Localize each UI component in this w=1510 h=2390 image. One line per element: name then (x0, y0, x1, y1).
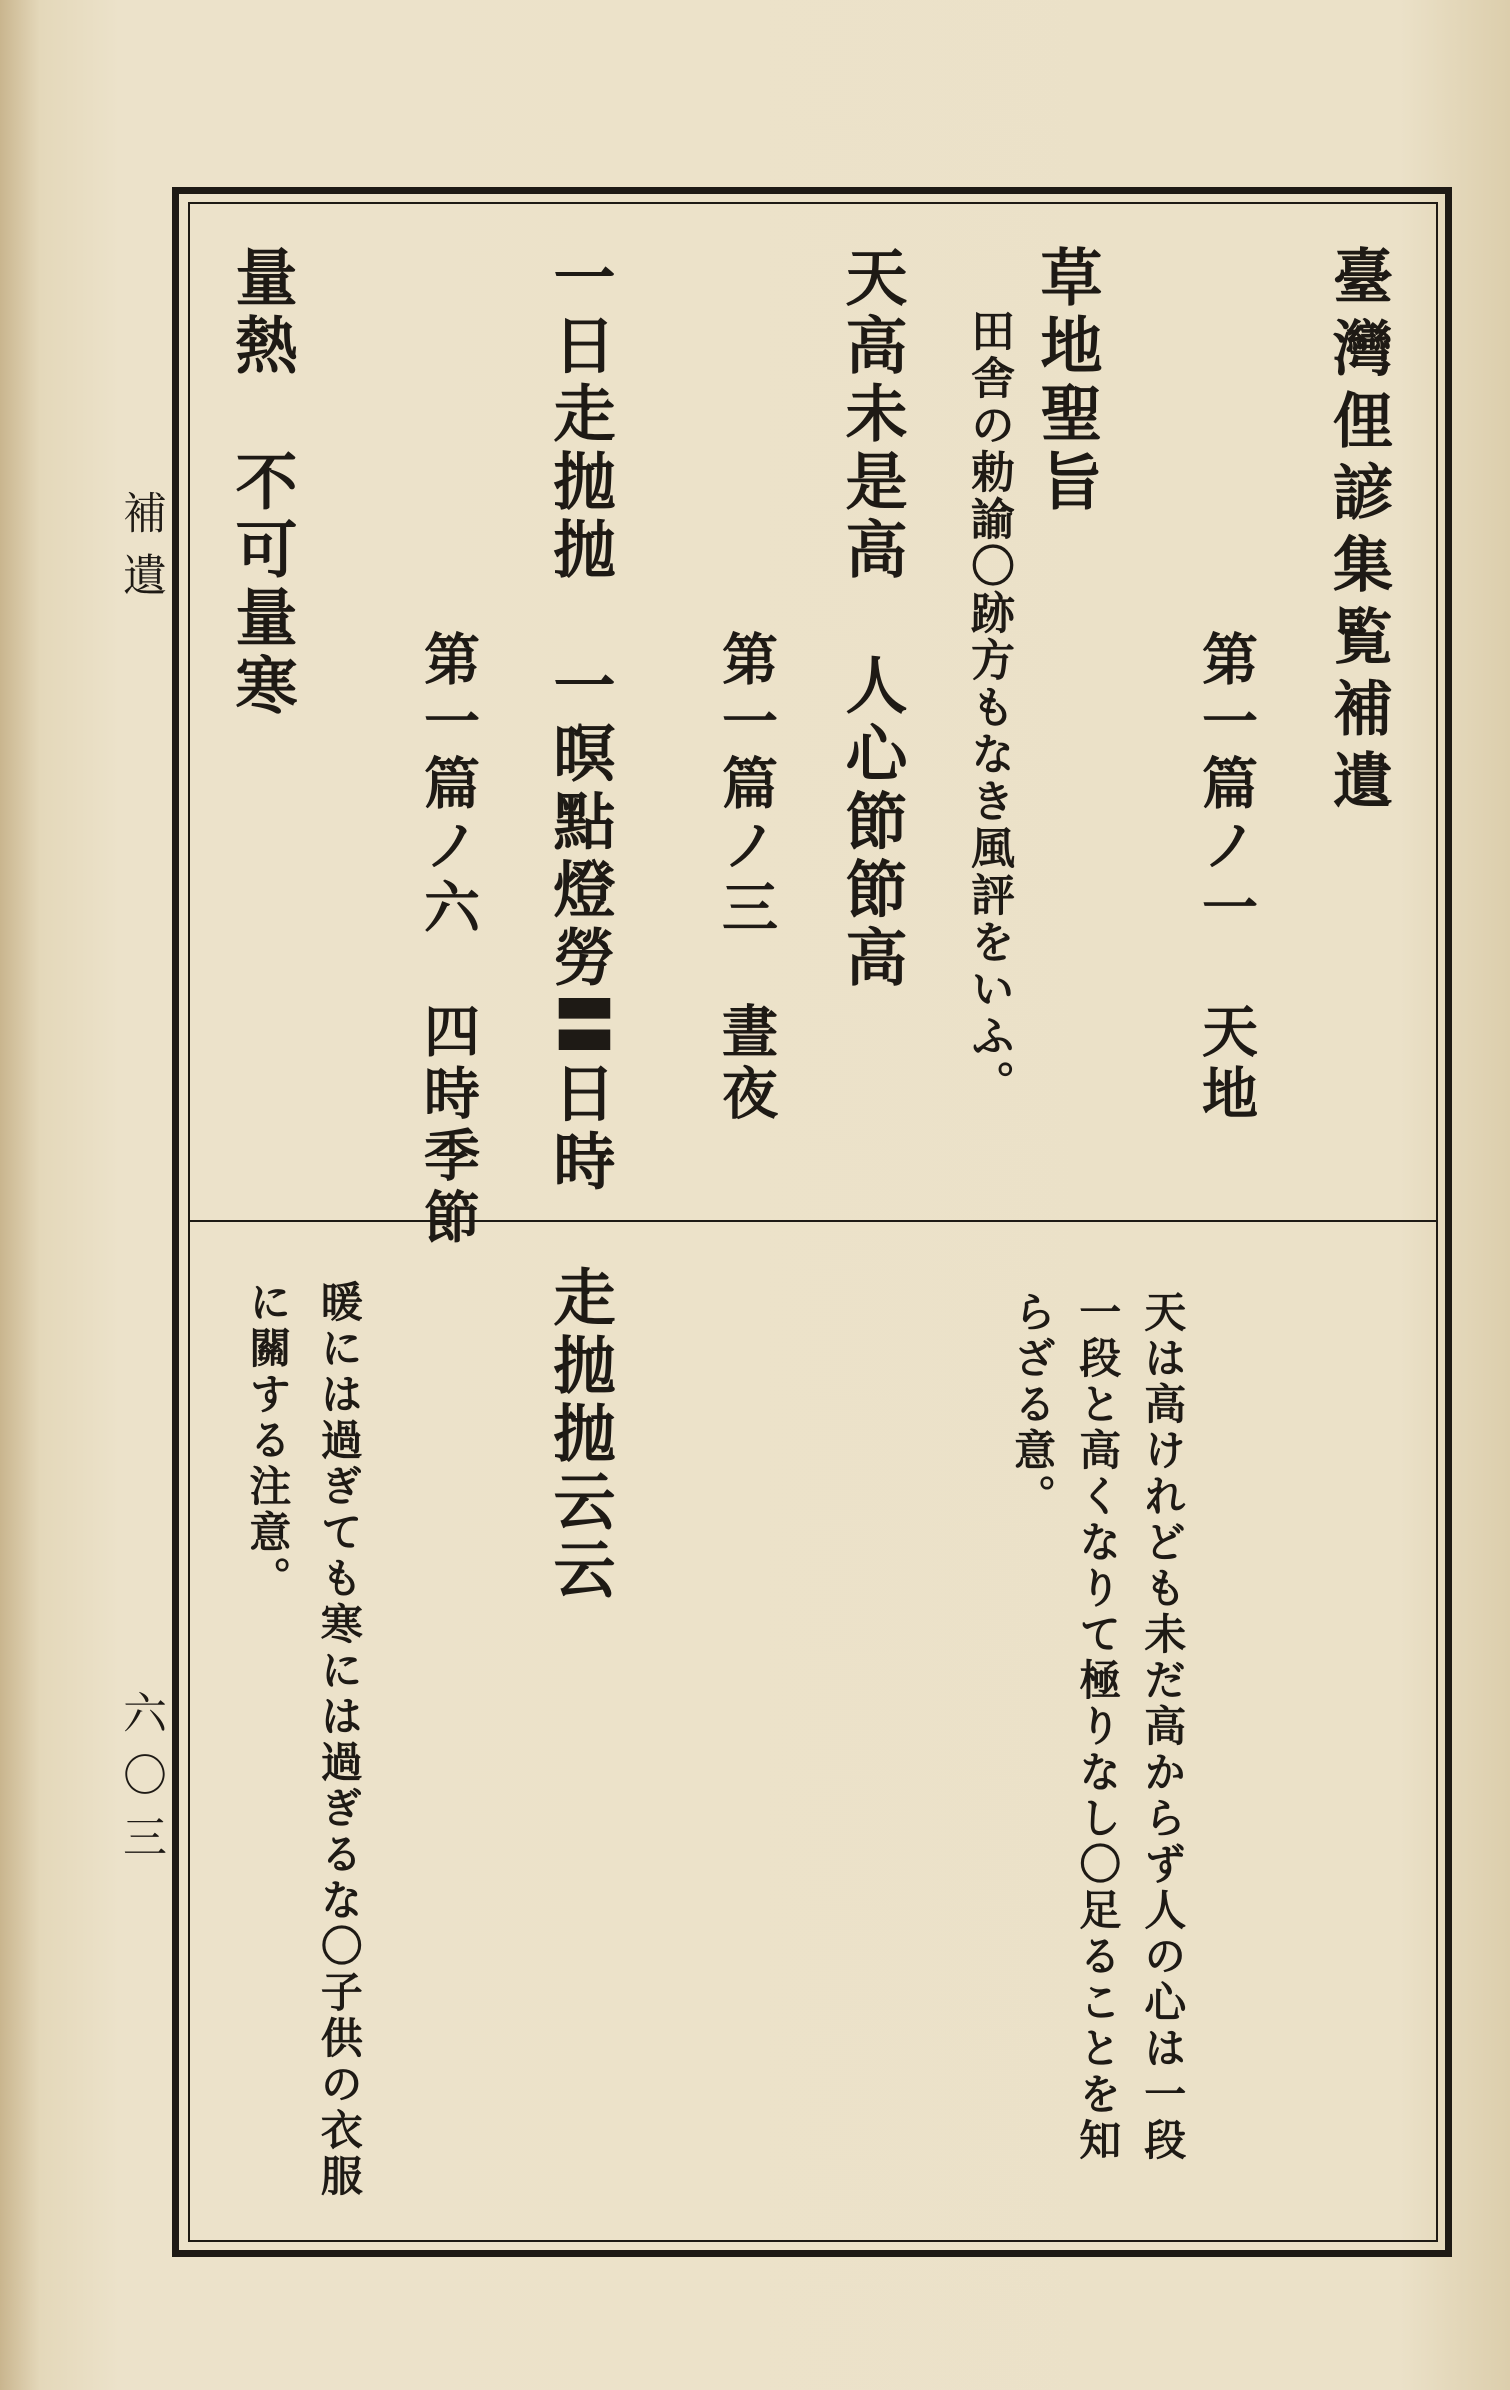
page-number: 六〇三 (115, 1690, 166, 1876)
section-1-divider (805, 1220, 1280, 1222)
section-3-proverb-1: 量熱 不可量寒 (225, 245, 298, 721)
section-1-proverb-1: 草地聖旨 (1030, 245, 1103, 517)
section-2-explanation: 走抛抛云云 (543, 1265, 616, 1605)
section-1-explanation: 天は高けれども未だ高からず人の心は一段一段と高くなりて極りなし〇足ることを知らざる意。 (1008, 1290, 1188, 2164)
section-3-heading: 第一篇ノ六 四時季節 (415, 630, 481, 1250)
section-3-explanation: 暖には過ぎても寒には過ぎるな〇子供の衣服に關する注意。 (243, 1280, 364, 2200)
section-1-heading: 第一篇ノ一 天地 (1193, 630, 1259, 1126)
margin-section-label: 補遺 (115, 490, 166, 614)
section-1-proverb-2: 天高未是高 人心節節高 (835, 245, 908, 993)
inner-frame (188, 202, 1438, 2242)
page-title: 臺灣俚諺集覧補遺 (1323, 245, 1393, 821)
section-1-proverb-1-note: 田舎の勅諭〇跡方もなき風評をいふ。 (963, 308, 1014, 1107)
section-2-proverb-1: 一日走抛抛 一暝點燈勞〓日時 (543, 245, 616, 1197)
section-2-heading: 第一篇ノ三 晝夜 (713, 630, 779, 1126)
